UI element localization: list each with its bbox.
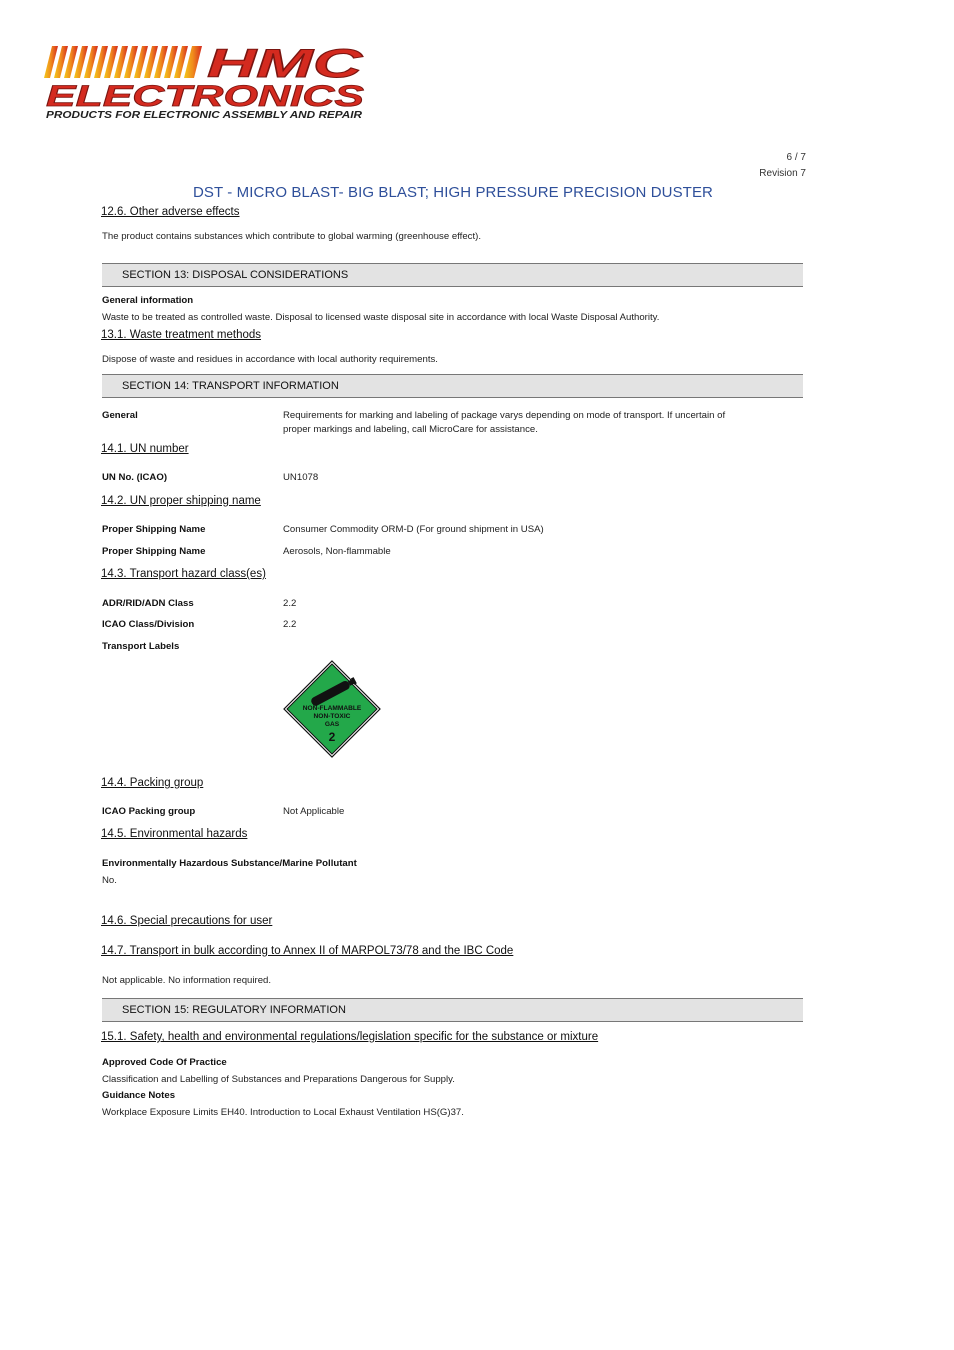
marine-pollutant-value: No. xyxy=(102,875,117,886)
document-title: DST - MICRO BLAST- BIG BLAST; HIGH PRESSURE PRECISION DUSTER xyxy=(193,184,713,201)
section-14-title: SECTION 14: TRANSPORT INFORMATION xyxy=(122,380,339,392)
heading-15-1: 15.1. Safety, health and environmental regulations/legislation specific for the substance or mixture xyxy=(101,1031,599,1043)
adr-class-label: ADR/RID/ADN Class xyxy=(102,598,194,609)
revision-number: Revision 7 xyxy=(759,168,806,179)
packing-group-label: ICAO Packing group xyxy=(102,806,196,817)
heading-14-6: 14.6. Special precautions for user xyxy=(101,915,273,927)
hazard-line-2: NON-TOXIC xyxy=(313,713,351,720)
logo-stripes xyxy=(44,46,202,78)
section-13-title: SECTION 13: DISPOSAL CONSIDERATIONS xyxy=(122,269,349,281)
approved-code-text: Classification and Labelling of Substances and Preparations Dangerous for Supply. xyxy=(102,1074,455,1085)
heading-14-2: 14.2. UN proper shipping name xyxy=(101,495,261,507)
general-information-label: General information xyxy=(102,295,194,306)
general-label: General xyxy=(102,410,138,421)
general-information-text: Waste to be treated as controlled waste. Disposal to licensed waste disposal site in accordance with local Waste Disposal Authority. xyxy=(102,312,660,323)
general-text-line-2: proper markings and labeling, call MicroCare for assistance. xyxy=(283,424,538,435)
hazard-line-1: NON-FLAMMABLE xyxy=(302,705,362,712)
section-15-title: SECTION 15: REGULATORY INFORMATION xyxy=(122,1004,346,1016)
packing-group-value: Not Applicable xyxy=(283,806,345,817)
heading-12-6: 12.6. Other adverse effects xyxy=(101,206,240,218)
logo-electronics-text: ELECTRONICS xyxy=(46,80,364,113)
hazard-class-number: 2 xyxy=(328,730,336,744)
hazard-line-3: GAS xyxy=(324,721,340,728)
section-15-bar xyxy=(102,998,803,1022)
section-14-bar xyxy=(102,374,803,398)
company-logo xyxy=(42,42,367,120)
shipping-name-label-1: Proper Shipping Name xyxy=(102,524,206,535)
heading-14-3: 14.3. Transport hazard class(es) xyxy=(101,568,266,580)
heading-14-5: 14.5. Environmental hazards xyxy=(101,828,248,840)
adr-class-value: 2.2 xyxy=(283,598,297,609)
text-12-6: The product contains substances which contribute to global warming (greenhouse effect). xyxy=(102,231,481,242)
heading-14-7: 14.7. Transport in bulk according to Annex II of MARPOL73/78 and the IBC Code xyxy=(101,945,514,957)
hazard-class-2-label xyxy=(283,660,381,758)
heading-13-1: 13.1. Waste treatment methods xyxy=(101,329,262,341)
icao-class-value: 2.2 xyxy=(283,619,297,630)
page-number: 6 / 7 xyxy=(786,152,806,163)
text-14-7: Not applicable. No information required. xyxy=(102,975,272,986)
marine-pollutant-label: Environmentally Hazardous Substance/Marine Pollutant xyxy=(102,858,357,869)
icao-class-label: ICAO Class/Division xyxy=(102,619,195,630)
shipping-name-label-2: Proper Shipping Name xyxy=(102,546,206,557)
un-number-value: UN1078 xyxy=(283,472,319,483)
shipping-name-value-2: Aerosols, Non-flammable xyxy=(283,546,391,557)
heading-14-1: 14.1. UN number xyxy=(101,443,189,455)
un-number-label: UN No. (ICAO) xyxy=(102,472,168,483)
shipping-name-value-1: Consumer Commodity ORM-D (For ground shipment in USA) xyxy=(283,524,544,535)
heading-14-4: 14.4. Packing group xyxy=(101,777,204,789)
guidance-notes-text: Workplace Exposure Limits EH40. Introduction to Local Exhaust Ventilation HS(G)37. xyxy=(102,1107,464,1118)
transport-labels-label: Transport Labels xyxy=(102,641,180,652)
approved-code-label: Approved Code Of Practice xyxy=(102,1057,227,1068)
logo-hmc-text: HMC xyxy=(207,42,364,86)
logo-tagline: PRODUCTS FOR ELECTRONIC ASSEMBLY AND REPAIR xyxy=(46,110,363,120)
text-13-1: Dispose of waste and residues in accordance with local authority requirements. xyxy=(102,354,438,365)
general-text-line-1: Requirements for marking and labeling of package varys depending on mode of transport. If uncertain of xyxy=(283,410,726,421)
section-13-bar xyxy=(102,263,803,287)
guidance-notes-label: Guidance Notes xyxy=(102,1090,176,1101)
